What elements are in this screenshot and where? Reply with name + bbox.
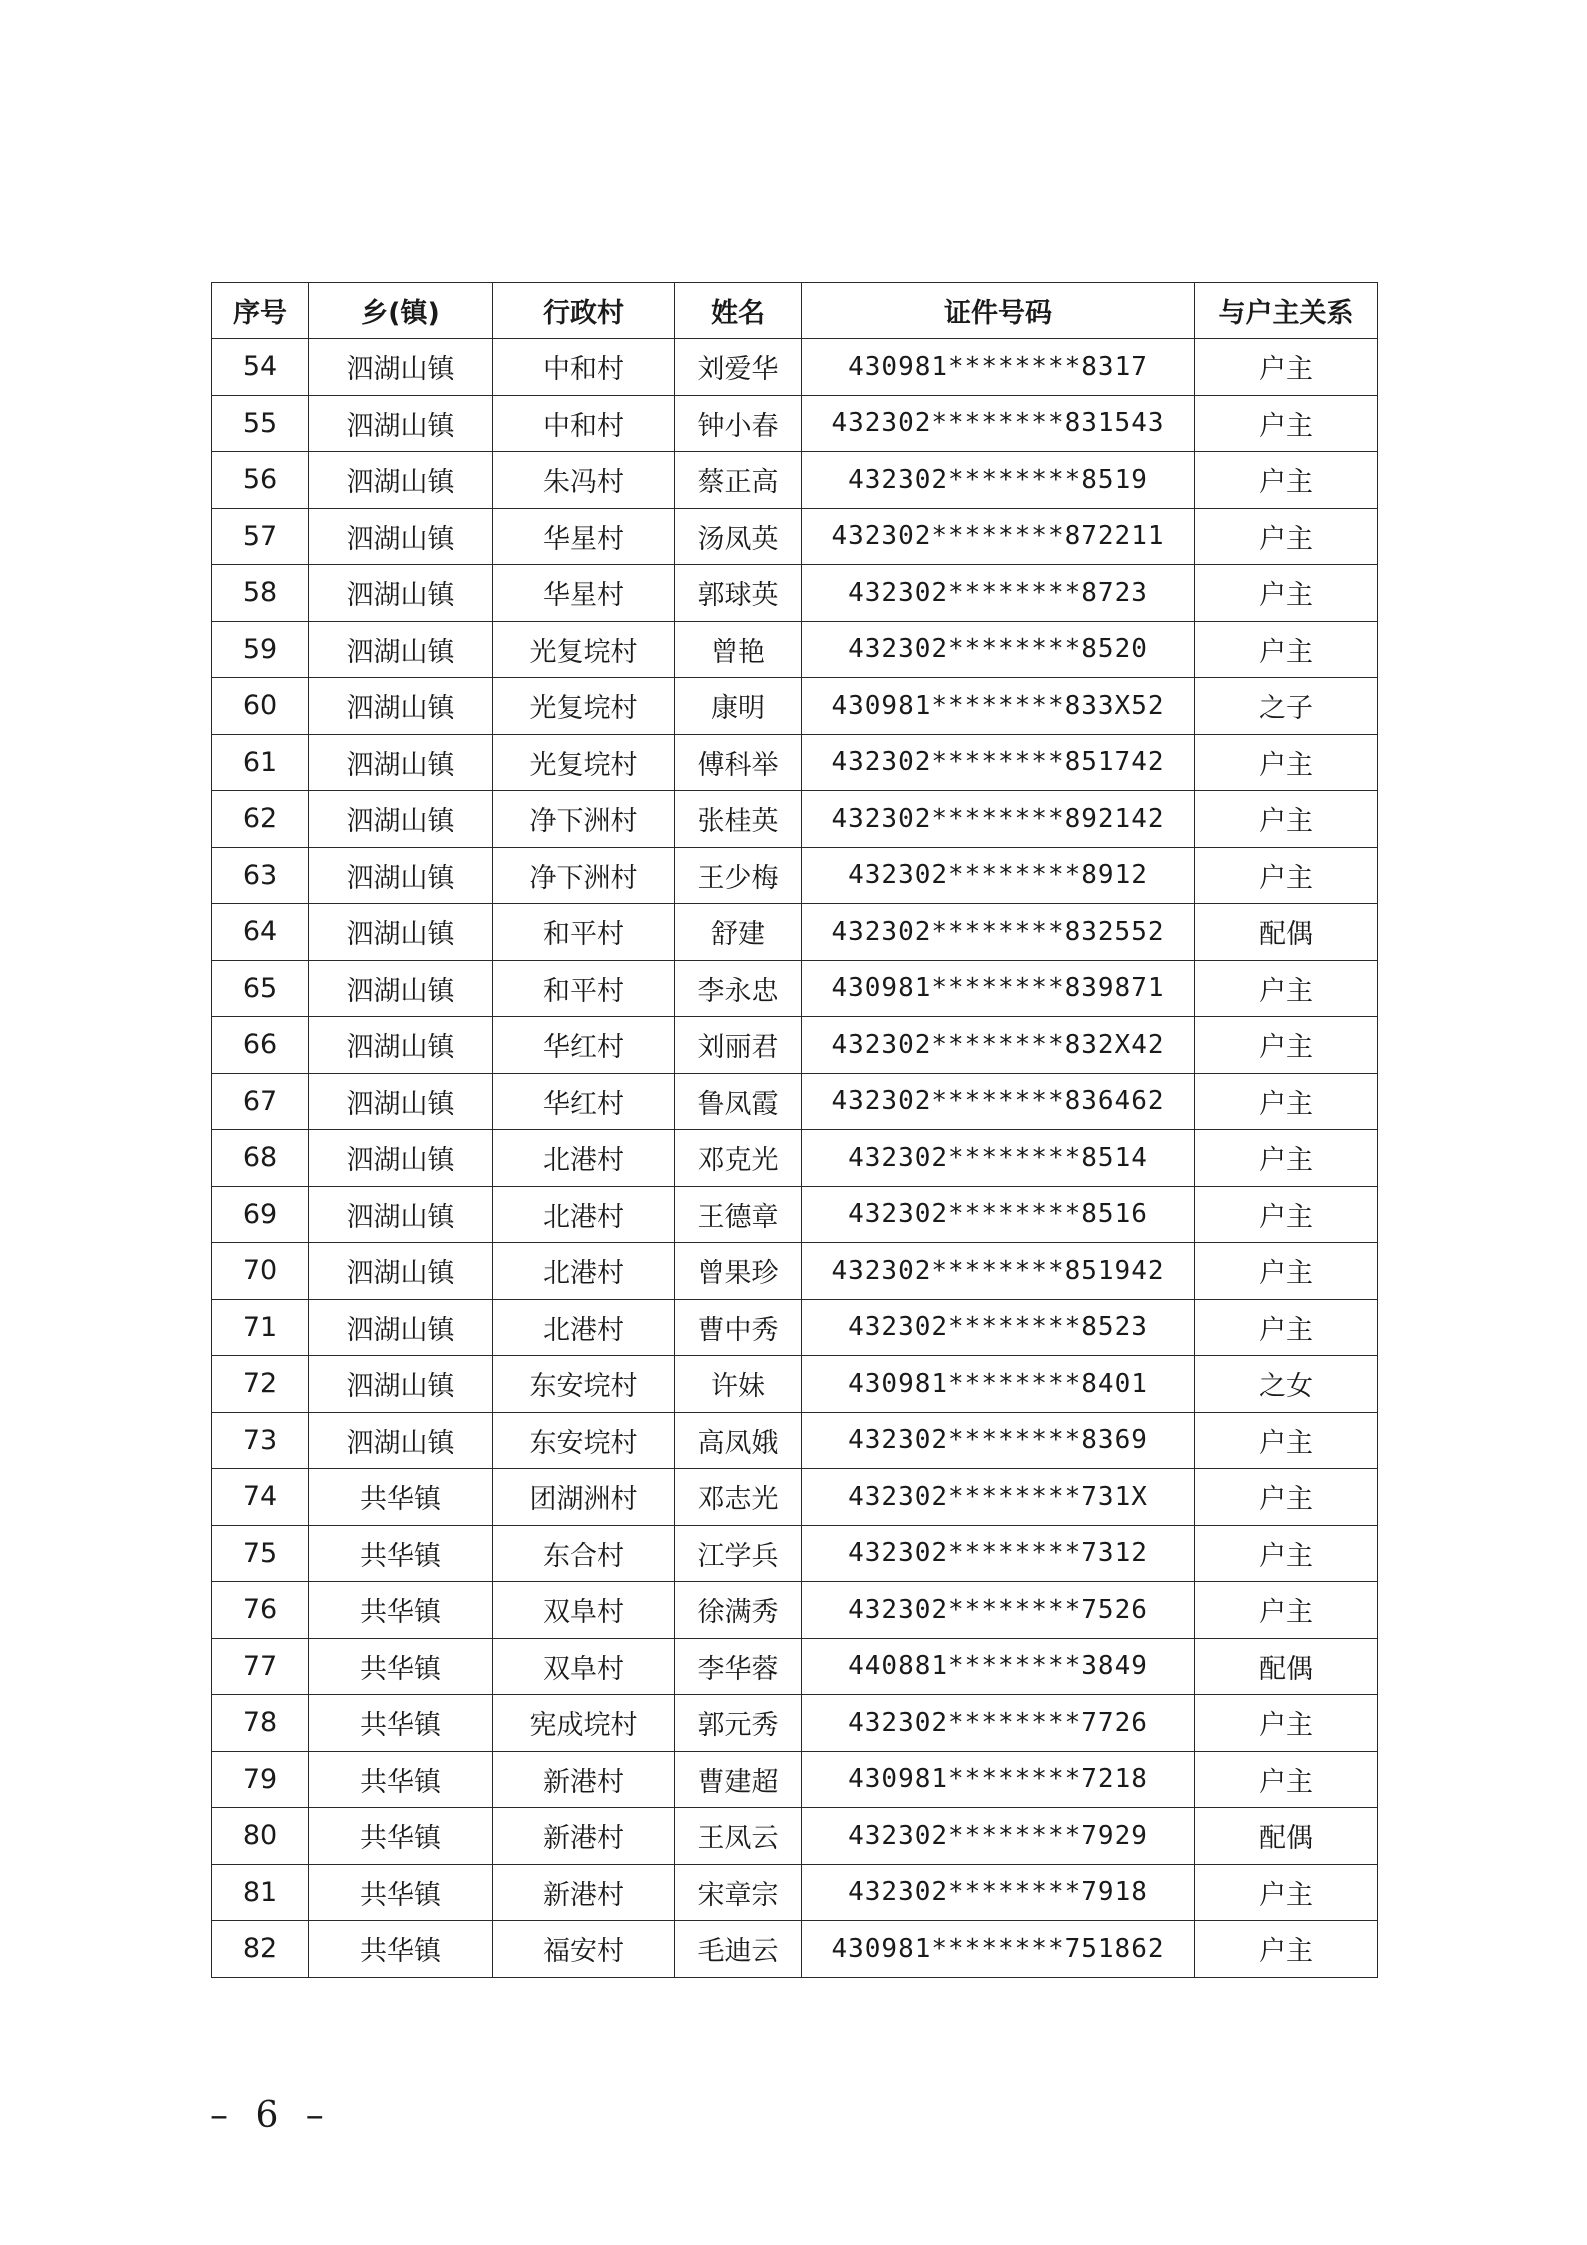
header-name: 姓名: [675, 283, 802, 339]
cell-seq: 76: [212, 1582, 309, 1639]
cell-village: 华星村: [493, 508, 675, 565]
cell-name: 张桂英: [675, 791, 802, 848]
cell-village: 中和村: [493, 395, 675, 452]
table-row: [212, 339, 1378, 396]
table-row: [212, 1808, 1378, 1865]
cell-name: 李永忠: [675, 960, 802, 1017]
cell-name: 康明: [675, 678, 802, 735]
cell-seq: 68: [212, 1130, 309, 1187]
cell-name: 刘丽君: [675, 1017, 802, 1074]
cell-seq: 64: [212, 904, 309, 961]
table-row: [212, 1582, 1378, 1639]
cell-name: 刘爱华: [675, 339, 802, 396]
cell-name: 许妹: [675, 1356, 802, 1413]
cell-town: 泗湖山镇: [309, 1186, 493, 1243]
table-row: [212, 1130, 1378, 1187]
cell-village: 宪成垸村: [493, 1695, 675, 1752]
cell-village: 净下洲村: [493, 791, 675, 848]
cell-relation: 配偶: [1195, 904, 1378, 961]
cell-name: 钟小春: [675, 395, 802, 452]
cell-id-number: 432302********831543: [802, 395, 1195, 452]
cell-town: 泗湖山镇: [309, 960, 493, 1017]
cell-id-number: 432302********8523: [802, 1299, 1195, 1356]
table-row: [212, 1469, 1378, 1526]
table-row: [212, 734, 1378, 791]
cell-seq: 78: [212, 1695, 309, 1752]
cell-id-number: 432302********892142: [802, 791, 1195, 848]
cell-relation: 户主: [1195, 508, 1378, 565]
cell-relation: 户主: [1195, 1186, 1378, 1243]
cell-relation: 户主: [1195, 1299, 1378, 1356]
cell-village: 新港村: [493, 1751, 675, 1808]
cell-village: 双阜村: [493, 1638, 675, 1695]
cell-village: 新港村: [493, 1864, 675, 1921]
cell-id-number: 430981********833X52: [802, 678, 1195, 735]
cell-name: 蔡正高: [675, 452, 802, 509]
cell-relation: 户主: [1195, 1073, 1378, 1130]
table-row: [212, 565, 1378, 622]
cell-seq: 60: [212, 678, 309, 735]
cell-relation: 户主: [1195, 1130, 1378, 1187]
cell-name: 李华蓉: [675, 1638, 802, 1695]
cell-seq: 54: [212, 339, 309, 396]
table-row: [212, 678, 1378, 735]
cell-village: 北港村: [493, 1299, 675, 1356]
cell-seq: 82: [212, 1921, 309, 1978]
page-number: – 6 –: [210, 2095, 332, 2136]
cell-relation: 户主: [1195, 1243, 1378, 1300]
cell-relation: 户主: [1195, 1525, 1378, 1582]
cell-id-number: 432302********851742: [802, 734, 1195, 791]
cell-id-number: 430981********751862: [802, 1921, 1195, 1978]
cell-name: 王少梅: [675, 847, 802, 904]
cell-id-number: 432302********8514: [802, 1130, 1195, 1187]
cell-village: 中和村: [493, 339, 675, 396]
table-row: [212, 960, 1378, 1017]
cell-town: 共华镇: [309, 1638, 493, 1695]
cell-id-number: 432302********8723: [802, 565, 1195, 622]
cell-village: 北港村: [493, 1186, 675, 1243]
cell-town: 泗湖山镇: [309, 791, 493, 848]
table-row: [212, 452, 1378, 509]
table-row: [212, 508, 1378, 565]
table-row: [212, 1017, 1378, 1074]
header-relation: 与户主关系: [1195, 283, 1378, 339]
cell-village: 北港村: [493, 1130, 675, 1187]
cell-village: 东安垸村: [493, 1356, 675, 1413]
cell-relation: 户主: [1195, 1751, 1378, 1808]
cell-town: 泗湖山镇: [309, 1299, 493, 1356]
table-row: [212, 1299, 1378, 1356]
cell-id-number: 432302********8520: [802, 621, 1195, 678]
cell-relation: 户主: [1195, 1921, 1378, 1978]
cell-village: 北港村: [493, 1243, 675, 1300]
cell-seq: 81: [212, 1864, 309, 1921]
cell-id-number: 432302********8369: [802, 1412, 1195, 1469]
table-row: [212, 1356, 1378, 1413]
cell-town: 泗湖山镇: [309, 1243, 493, 1300]
cell-name: 王德章: [675, 1186, 802, 1243]
cell-town: 泗湖山镇: [309, 452, 493, 509]
cell-relation: 户主: [1195, 1412, 1378, 1469]
cell-town: 泗湖山镇: [309, 1130, 493, 1187]
cell-town: 共华镇: [309, 1469, 493, 1526]
cell-id-number: 430981********8401: [802, 1356, 1195, 1413]
cell-seq: 61: [212, 734, 309, 791]
cell-seq: 59: [212, 621, 309, 678]
cell-id-number: 432302********8912: [802, 847, 1195, 904]
cell-village: 和平村: [493, 960, 675, 1017]
cell-id-number: 432302********7312: [802, 1525, 1195, 1582]
header-village: 行政村: [493, 283, 675, 339]
cell-village: 光复垸村: [493, 621, 675, 678]
cell-name: 舒建: [675, 904, 802, 961]
cell-village: 东合村: [493, 1525, 675, 1582]
cell-seq: 58: [212, 565, 309, 622]
table-row: [212, 1243, 1378, 1300]
cell-id-number: 432302********731X: [802, 1469, 1195, 1526]
cell-village: 光复垸村: [493, 678, 675, 735]
cell-name: 王凤云: [675, 1808, 802, 1865]
cell-id-number: 432302********836462: [802, 1073, 1195, 1130]
table-row: [212, 847, 1378, 904]
cell-town: 泗湖山镇: [309, 339, 493, 396]
cell-seq: 69: [212, 1186, 309, 1243]
cell-relation: 户主: [1195, 395, 1378, 452]
cell-id-number: 430981********8317: [802, 339, 1195, 396]
cell-name: 徐满秀: [675, 1582, 802, 1639]
cell-id-number: 432302********832552: [802, 904, 1195, 961]
cell-id-number: 432302********7929: [802, 1808, 1195, 1865]
cell-seq: 67: [212, 1073, 309, 1130]
cell-town: 泗湖山镇: [309, 678, 493, 735]
cell-relation: 配偶: [1195, 1638, 1378, 1695]
cell-id-number: 432302********872211: [802, 508, 1195, 565]
cell-village: 净下洲村: [493, 847, 675, 904]
cell-seq: 71: [212, 1299, 309, 1356]
cell-seq: 66: [212, 1017, 309, 1074]
cell-name: 毛迪云: [675, 1921, 802, 1978]
cell-name: 曹建超: [675, 1751, 802, 1808]
cell-seq: 62: [212, 791, 309, 848]
cell-relation: 之子: [1195, 678, 1378, 735]
table-body: [212, 339, 1378, 1978]
table-row: [212, 1638, 1378, 1695]
cell-relation: 户主: [1195, 1695, 1378, 1752]
cell-town: 泗湖山镇: [309, 1356, 493, 1413]
cell-relation: 户主: [1195, 791, 1378, 848]
cell-relation: 户主: [1195, 452, 1378, 509]
cell-name: 江学兵: [675, 1525, 802, 1582]
table-header-row: [212, 283, 1378, 339]
header-town: 乡(镇): [309, 283, 493, 339]
cell-village: 福安村: [493, 1921, 675, 1978]
cell-town: 共华镇: [309, 1751, 493, 1808]
cell-name: 邓克光: [675, 1130, 802, 1187]
cell-name: 曾果珍: [675, 1243, 802, 1300]
cell-town: 泗湖山镇: [309, 1412, 493, 1469]
table-row: [212, 621, 1378, 678]
cell-seq: 80: [212, 1808, 309, 1865]
cell-town: 共华镇: [309, 1525, 493, 1582]
cell-town: 共华镇: [309, 1921, 493, 1978]
table-row: [212, 1921, 1378, 1978]
cell-town: 泗湖山镇: [309, 621, 493, 678]
cell-relation: 户主: [1195, 1469, 1378, 1526]
table-row: [212, 1864, 1378, 1921]
cell-relation: 配偶: [1195, 1808, 1378, 1865]
cell-name: 傅科举: [675, 734, 802, 791]
cell-relation: 之女: [1195, 1356, 1378, 1413]
cell-village: 华红村: [493, 1017, 675, 1074]
cell-town: 泗湖山镇: [309, 1017, 493, 1074]
cell-village: 光复垸村: [493, 734, 675, 791]
cell-name: 邓志光: [675, 1469, 802, 1526]
cell-name: 汤凤英: [675, 508, 802, 565]
cell-town: 泗湖山镇: [309, 734, 493, 791]
cell-town: 泗湖山镇: [309, 904, 493, 961]
beneficiary-table: [211, 282, 1378, 1978]
cell-village: 朱冯村: [493, 452, 675, 509]
cell-town: 泗湖山镇: [309, 565, 493, 622]
cell-id-number: 432302********832X42: [802, 1017, 1195, 1074]
cell-seq: 63: [212, 847, 309, 904]
cell-town: 共华镇: [309, 1695, 493, 1752]
cell-id-number: 432302********7726: [802, 1695, 1195, 1752]
cell-relation: 户主: [1195, 1017, 1378, 1074]
table-row: [212, 1751, 1378, 1808]
cell-town: 共华镇: [309, 1582, 493, 1639]
table-row: [212, 1186, 1378, 1243]
cell-village: 和平村: [493, 904, 675, 961]
cell-town: 泗湖山镇: [309, 1073, 493, 1130]
cell-id-number: 432302********7526: [802, 1582, 1195, 1639]
cell-id-number: 430981********839871: [802, 960, 1195, 1017]
cell-name: 曹中秀: [675, 1299, 802, 1356]
cell-town: 共华镇: [309, 1864, 493, 1921]
cell-seq: 73: [212, 1412, 309, 1469]
cell-seq: 79: [212, 1751, 309, 1808]
header-seq: 序号: [212, 283, 309, 339]
table-row: [212, 1525, 1378, 1582]
cell-id-number: 432302********8516: [802, 1186, 1195, 1243]
cell-town: 共华镇: [309, 1808, 493, 1865]
cell-name: 鲁凤霞: [675, 1073, 802, 1130]
cell-village: 东安垸村: [493, 1412, 675, 1469]
cell-seq: 77: [212, 1638, 309, 1695]
cell-town: 泗湖山镇: [309, 508, 493, 565]
header-id-number: 证件号码: [802, 283, 1195, 339]
table-row: [212, 1073, 1378, 1130]
table-row: [212, 395, 1378, 452]
cell-relation: 户主: [1195, 734, 1378, 791]
cell-village: 新港村: [493, 1808, 675, 1865]
cell-seq: 65: [212, 960, 309, 1017]
cell-seq: 75: [212, 1525, 309, 1582]
cell-id-number: 430981********7218: [802, 1751, 1195, 1808]
cell-relation: 户主: [1195, 847, 1378, 904]
cell-id-number: 432302********8519: [802, 452, 1195, 509]
cell-town: 泗湖山镇: [309, 395, 493, 452]
table-row: [212, 904, 1378, 961]
cell-village: 团湖洲村: [493, 1469, 675, 1526]
cell-name: 郭元秀: [675, 1695, 802, 1752]
cell-id-number: 432302********851942: [802, 1243, 1195, 1300]
cell-village: 华星村: [493, 565, 675, 622]
cell-village: 双阜村: [493, 1582, 675, 1639]
cell-relation: 户主: [1195, 339, 1378, 396]
table-row: [212, 1412, 1378, 1469]
cell-relation: 户主: [1195, 621, 1378, 678]
cell-seq: 72: [212, 1356, 309, 1413]
cell-id-number: 440881********3849: [802, 1638, 1195, 1695]
cell-relation: 户主: [1195, 1864, 1378, 1921]
table-row: [212, 791, 1378, 848]
cell-name: 曾艳: [675, 621, 802, 678]
cell-seq: 70: [212, 1243, 309, 1300]
cell-seq: 74: [212, 1469, 309, 1526]
cell-village: 华红村: [493, 1073, 675, 1130]
cell-town: 泗湖山镇: [309, 847, 493, 904]
cell-seq: 55: [212, 395, 309, 452]
cell-relation: 户主: [1195, 1582, 1378, 1639]
cell-relation: 户主: [1195, 960, 1378, 1017]
cell-name: 宋章宗: [675, 1864, 802, 1921]
cell-id-number: 432302********7918: [802, 1864, 1195, 1921]
cell-seq: 57: [212, 508, 309, 565]
cell-name: 郭球英: [675, 565, 802, 622]
cell-name: 高凤娥: [675, 1412, 802, 1469]
cell-seq: 56: [212, 452, 309, 509]
table-row: [212, 1695, 1378, 1752]
cell-relation: 户主: [1195, 565, 1378, 622]
